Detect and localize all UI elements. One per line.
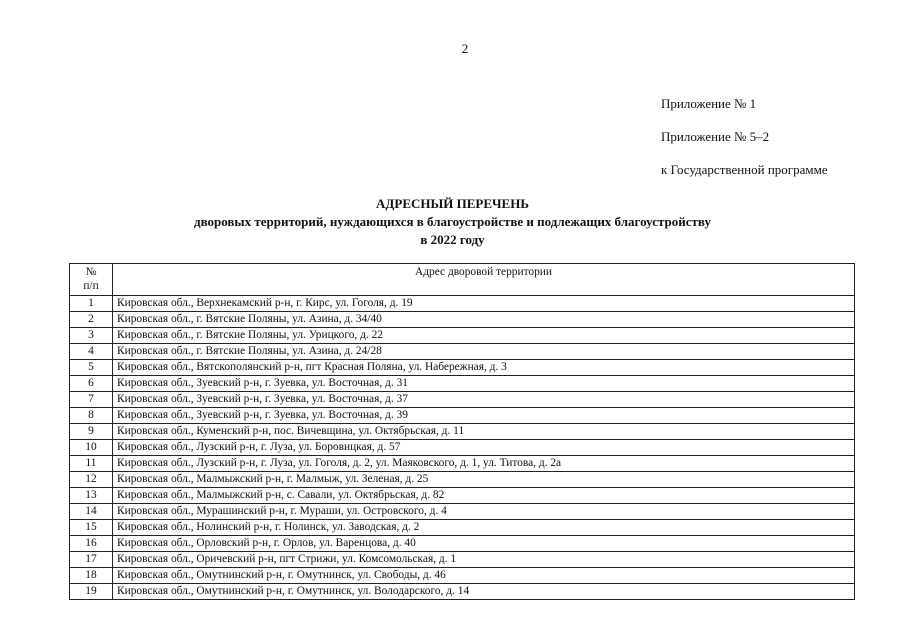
address-cell: Кировская обл., Лузский р-н, г. Луза, ул. Боровицкая, д. 57 xyxy=(113,440,855,456)
row-number-cell: 6 xyxy=(70,376,113,392)
table-row xyxy=(70,504,855,520)
table-row xyxy=(70,344,855,360)
table-body xyxy=(70,296,855,600)
row-number-cell: 19 xyxy=(70,584,113,600)
address-cell: Кировская обл., Омутнинский р-н, г. Омутнинск, ул. Свободы, д. 46 xyxy=(113,568,855,584)
appendix-label-2: Приложение № 5–2 xyxy=(661,129,770,144)
table-row xyxy=(70,360,855,376)
address-cell: Кировская обл., г. Вятские Поляны, ул. Урицкого, д. 22 xyxy=(113,328,855,344)
table-row xyxy=(70,456,855,472)
document-year: в 2022 году xyxy=(420,232,485,247)
table-row xyxy=(70,408,855,424)
column-header-number-line2: п/п xyxy=(83,280,99,292)
address-cell: Кировская обл., Лузский р-н, г. Луза, ул. Гоголя, д. 2, ул. Маяковского, д. 1, ул. Титова, д. 2а xyxy=(113,456,855,472)
table-row xyxy=(70,392,855,408)
address-cell: Кировская обл., Вятскополянский р-н, пгт Красная Поляна, ул. Набережная, д. 3 xyxy=(113,360,855,376)
table-header xyxy=(70,264,855,296)
row-number-cell: 14 xyxy=(70,504,113,520)
appendix-program-reference: к Государственной программе xyxy=(661,162,828,177)
column-header-number-line1: № xyxy=(85,266,97,278)
table-row xyxy=(70,424,855,440)
column-header-number xyxy=(70,264,113,296)
row-number-cell: 4 xyxy=(70,344,113,360)
address-cell: Кировская обл., Нолинский р-н, г. Нолинск, ул. Заводская, д. 2 xyxy=(113,520,855,536)
row-number-cell: 13 xyxy=(70,488,113,504)
row-number-cell: 18 xyxy=(70,568,113,584)
address-cell: Кировская обл., Оричевский р-н, пгт Стрижи, ул. Комсомольская, д. 1 xyxy=(113,552,855,568)
table-row xyxy=(70,520,855,536)
address-cell: Кировская обл., г. Вятские Поляны, ул. Азина, д. 24/28 xyxy=(113,344,855,360)
table-row xyxy=(70,552,855,568)
address-cell: Кировская обл., Верхнекамский р-н, г. Кирс, ул. Гоголя, д. 19 xyxy=(113,296,855,312)
address-cell: Кировская обл., Малмыжский р-н, с. Савали, ул. Октябрьская, д. 82 xyxy=(113,488,855,504)
table-row xyxy=(70,312,855,328)
address-cell: Кировская обл., Орловский р-н, г. Орлов, ул. Варенцова, д. 40 xyxy=(113,536,855,552)
row-number-cell: 7 xyxy=(70,392,113,408)
page-number: 2 xyxy=(461,41,469,56)
row-number-cell: 5 xyxy=(70,360,113,376)
table-row xyxy=(70,568,855,584)
row-number-cell: 2 xyxy=(70,312,113,328)
address-cell: Кировская обл., Зуевский р-н, г. Зуевка, ул. Восточная, д. 39 xyxy=(113,408,855,424)
table-row xyxy=(70,328,855,344)
address-cell: Кировская обл., Зуевский р-н, г. Зуевка, ул. Восточная, д. 37 xyxy=(113,392,855,408)
address-cell: Кировская обл., Мурашинский р-н, г. Мураши, ул. Островского, д. 4 xyxy=(113,504,855,520)
address-cell: Кировская обл., Куменский р-н, пос. Вичевщина, ул. Октябрьская, д. 11 xyxy=(113,424,855,440)
row-number-cell: 9 xyxy=(70,424,113,440)
row-number-cell: 8 xyxy=(70,408,113,424)
document-title: АДРЕСНЫЙ ПЕРЕЧЕНЬ xyxy=(376,196,529,211)
appendix-label-1: Приложение № 1 xyxy=(661,96,757,111)
table-row xyxy=(70,296,855,312)
table-row xyxy=(70,472,855,488)
address-cell: Кировская обл., г. Вятские Поляны, ул. Азина, д. 34/40 xyxy=(113,312,855,328)
table-row xyxy=(70,376,855,392)
address-cell: Кировская обл., Зуевский р-н, г. Зуевка, ул. Восточная, д. 31 xyxy=(113,376,855,392)
table-row xyxy=(70,488,855,504)
row-number-cell: 11 xyxy=(70,456,113,472)
table-row xyxy=(70,584,855,600)
row-number-cell: 12 xyxy=(70,472,113,488)
table-row xyxy=(70,536,855,552)
table-row xyxy=(70,440,855,456)
row-number-cell: 1 xyxy=(70,296,113,312)
row-number-cell: 10 xyxy=(70,440,113,456)
document-subtitle: дворовых территорий, нуждающихся в благоустройстве и подлежащих благоустройству xyxy=(194,214,711,229)
row-number-cell: 15 xyxy=(70,520,113,536)
row-number-cell: 17 xyxy=(70,552,113,568)
row-number-cell: 3 xyxy=(70,328,113,344)
row-number-cell: 16 xyxy=(70,536,113,552)
column-header-address: Адрес дворовой территории xyxy=(113,264,855,296)
address-table xyxy=(69,263,855,600)
table-header-row xyxy=(70,264,855,296)
address-cell: Кировская обл., Омутнинский р-н, г. Омутнинск, ул. Володарского, д. 14 xyxy=(113,584,855,600)
address-cell: Кировская обл., Малмыжский р-н, г. Малмыж, ул. Зеленая, д. 25 xyxy=(113,472,855,488)
